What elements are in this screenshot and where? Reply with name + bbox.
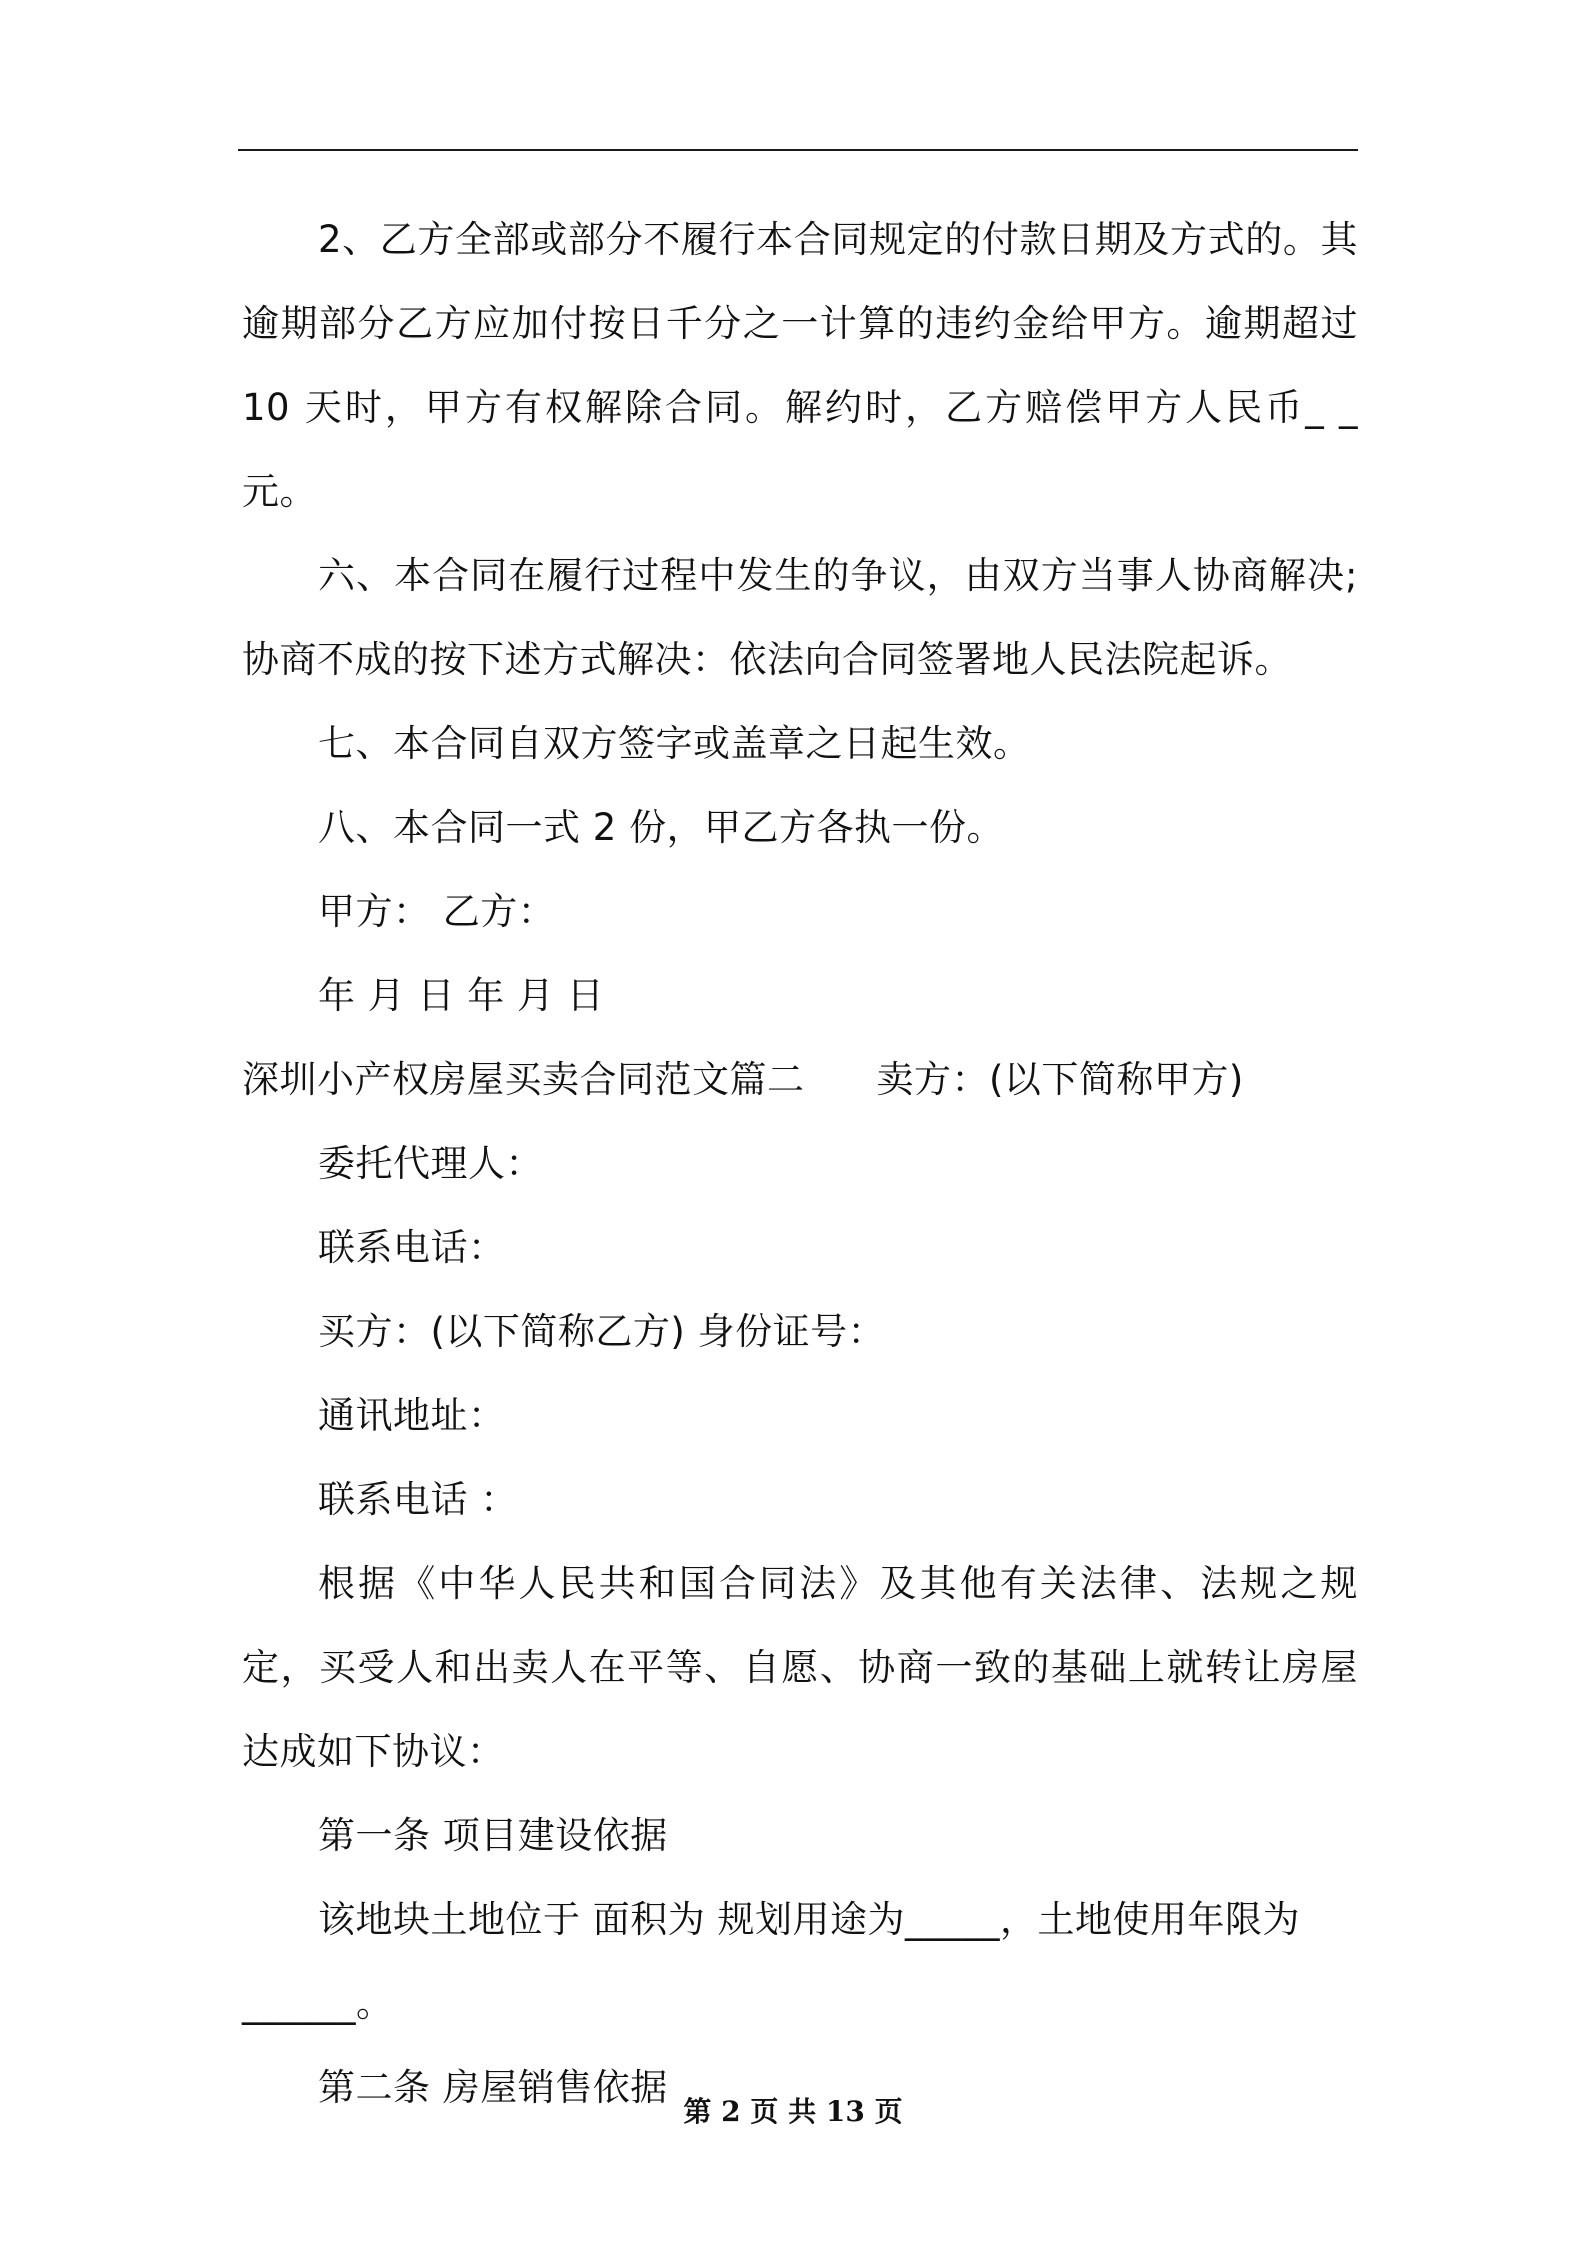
- buyer-field: 买方：(以下简称乙方) 身份证号：: [318, 1310, 886, 1353]
- article-1-body-line-2: ______。: [242, 1982, 394, 2025]
- section-two-title: 深圳小产权房屋买卖合同范文篇二: [242, 1058, 805, 1101]
- document-body: [242, 198, 1358, 2130]
- article-1-title: 第一条 项目建设依据: [318, 1814, 668, 1857]
- signature-parties-line: 甲方： 乙方：: [318, 890, 556, 933]
- clause-2-paragraph: 2、乙方全部或部分不履行本合同规定的付款日期及方式的。其逾期部分乙方应加付按日千分之一计算的违约金给甲方。逾期超过 10 天时，甲方有权解除合同。解约时，乙方赔偿甲方人民币_ _元。: [242, 218, 1358, 513]
- seller-phone-field: 联系电话：: [318, 1226, 506, 1269]
- page-indicator: 第 2 页 共 13 页: [683, 2095, 903, 2128]
- address-field: 通讯地址：: [318, 1394, 506, 1437]
- clause-8-paragraph: 八、本合同一式 2 份，甲乙方各执一份。: [318, 806, 1005, 849]
- buyer-phone-field: 联系电话 ：: [318, 1478, 518, 1521]
- page-footer: [0, 2092, 1586, 2132]
- section-two-heading-line: [242, 1038, 1358, 1122]
- clause-7-paragraph: 七、本合同自双方签字或盖章之日起生效。: [318, 722, 1031, 765]
- article-2-title: 第二条 房屋销售依据: [318, 2066, 668, 2109]
- seller-label: 卖方：(以下简称甲方): [876, 1058, 1244, 1101]
- header-rule: [238, 149, 1358, 151]
- agent-field: 委托代理人：: [318, 1142, 543, 1185]
- signature-date-line: 年 月 日 年 月 日: [318, 974, 605, 1017]
- article-1-body-line-1: 该地块土地位于 面积为 规划用途为_____，土地使用年限为: [318, 1898, 1301, 1941]
- agreement-intro-paragraph: 根据《中华人民共和国合同法》及其他有关法律、法规之规定，买受人和出卖人在平等、自愿、协商一致的基础上就转让房屋达成如下协议：: [242, 1562, 1358, 1773]
- clause-6-paragraph: 六、本合同在履行过程中发生的争议，由双方当事人协商解决;协商不成的按下述方式解决：依法向合同签署地人民法院起诉。: [242, 554, 1358, 681]
